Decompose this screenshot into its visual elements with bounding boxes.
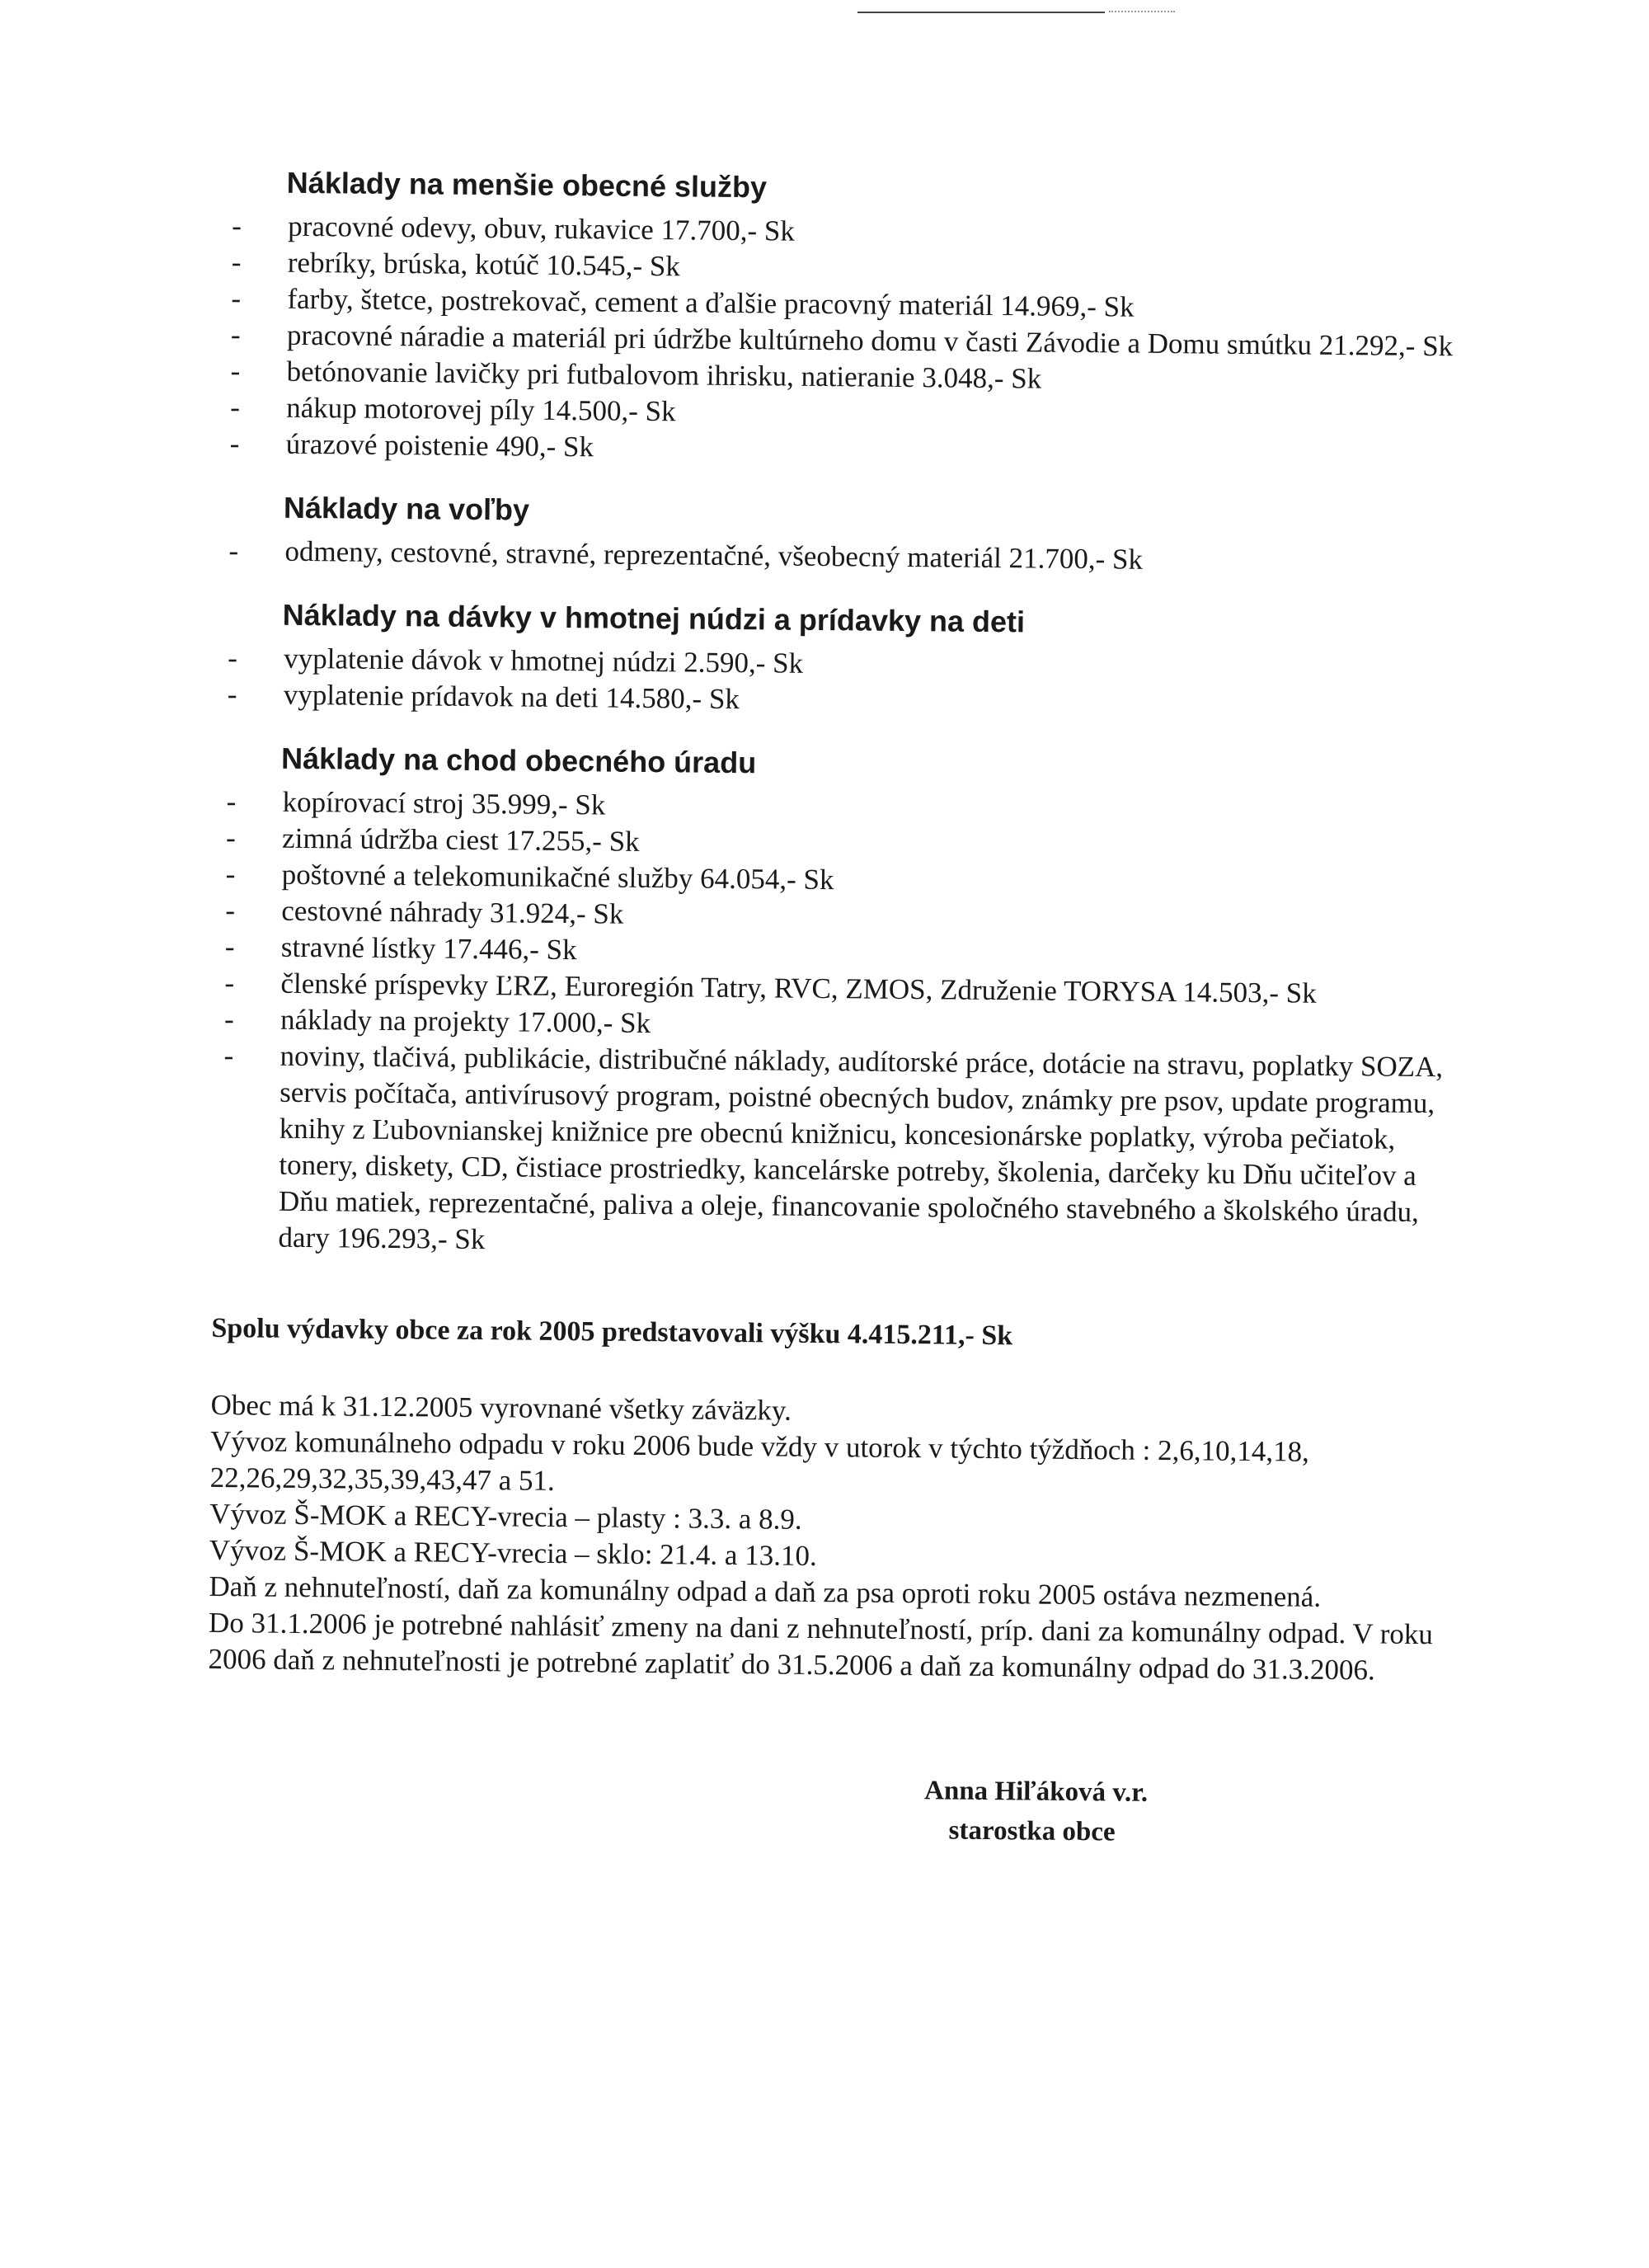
note-paragraph: Vývoz Š-MOK a RECY-vrecia – plasty : 3.3. a 8.9. [209, 1497, 802, 1536]
scan-top-rule-dotted [1109, 11, 1175, 12]
section-heading: Náklady na dávky v hmotnej núdzi a prídavky na deti [282, 597, 1026, 639]
list-item: - stravné lístky 17.446,- Sk [215, 929, 1452, 976]
list-item: - poštovné a telekomunikačné služby 64.054,- Sk [216, 856, 1453, 904]
note-paragraph: Obec má k 31.12.2005 vyrovnané všetky záväzky. [210, 1388, 792, 1427]
section-elections [218, 490, 1456, 581]
section-office-operations [212, 741, 1454, 1267]
note-paragraph: Vývoz komunálneho odpadu v roku 2006 bude vždy v utorok v týchto týždňoch : 2,6,10,14,18, 22,26,29,32,35,39,43,47 a 51. [209, 1424, 1309, 1497]
list-item: - noviny, tlačivá, publikácie, distribučné náklady, audítorské práce, dotácie na stravu, poplatky SOZA, servis počítača, antivírusový program, poistné obecných budov, známky pre psov, update programu, knihy z Ľubovnianskej knižnice pre obecnú knižnicu, koncesionárske poplatky, výroba pečiatok, tonery, diskety, CD, čistiace prostriedky, kancelárske potreby, školenia, darčeky ku Dňu učiteľov a Dňu matiek, reprezentačné, paliva a oleje, financovanie spoločného stavebného a školského úradu, dary 196.293,- Sk [212, 1038, 1450, 1267]
list-item: - pracovné náradie a materiál pri údržbe kultúrneho domu v časti Závodie a Domu smútku 21.292,- Sk [221, 317, 1458, 365]
list-item: - členské príspevky ĽRZ, Euroregión Tatry, RVC, ZMOS, Združenie TORYSA 14.503,- Sk [214, 965, 1451, 1013]
list-item: - zimná údržba ciest 17.255,- Sk [216, 820, 1453, 868]
note-paragraph: Daň z nehnuteľností, daň za komunálny odpad a daň za psa oproti roku 2005 ostáva nezmenená. [209, 1569, 1322, 1613]
item-list [220, 208, 1459, 473]
scan-top-rule [857, 12, 1105, 13]
list-item: - farby, štetce, postrekovač, cement a ďalšie pracovný materiál 14.969,- Sk [221, 280, 1458, 328]
list-item: - kopírovací stroj 35.999,- Sk [216, 783, 1453, 831]
list-item: - nákup motorovej píly 14.500,- Sk [220, 389, 1457, 437]
list-item: - rebríky, brúska, kotúč 10.545,- Sk [222, 244, 1459, 292]
list-item: - náklady na projekty 17.000,- Sk [214, 1001, 1451, 1049]
document-page [206, 165, 1459, 1855]
list-item: - betónovanie lavičky pri futbalovom ihrisku, natieranie 3.048,- Sk [220, 353, 1457, 401]
list-item: - odmeny, cestovné, stravné, reprezentačné, všeobecný materiál 21.700,- Sk [218, 533, 1455, 581]
signature-block [923, 1771, 1444, 1855]
item-list [212, 783, 1453, 1267]
section-benefits [218, 597, 1455, 724]
item-list [218, 533, 1455, 581]
list-item: - úrazové poistenie 490,- Sk [220, 426, 1457, 473]
section-heading: Náklady na menšie obecné služby [286, 165, 768, 205]
note-paragraph: Vývoz Š-MOK a RECY-vrecia – sklo: 21.4. a 13.10. [209, 1533, 817, 1572]
list-item: - pracovné odevy, obuv, rukavice 17.700,- Sk [222, 208, 1459, 256]
list-item: - cestovné náhrady 31.924,- Sk [215, 892, 1452, 940]
total-expenditure: Spolu výdavky obce za rok 2005 predstavovali výšku 4.415.211,- Sk [211, 1312, 1013, 1352]
section-smaller-services [220, 165, 1459, 473]
list-item: - vyplatenie prídavok na deti 14.580,- Sk [218, 676, 1454, 724]
section-heading: Náklady na chod obecného úradu [280, 741, 757, 780]
section-heading: Náklady na voľby [283, 490, 530, 527]
signatory-role: starostka obce [948, 1815, 1116, 1847]
notes-block [208, 1387, 1447, 1689]
list-item: - vyplatenie dávok v hmotnej núdzi 2.590,- Sk [218, 640, 1454, 688]
signatory-name: Anna Hiľáková v.r. [923, 1776, 1149, 1808]
note-paragraph: Do 31.1.2006 je potrebné nahlásiť zmeny na dani z nehnuteľností, príp. dani za komunálny odpad. V roku 2006 daň z nehnuteľnosti je potrebné zaplatiť do 31.5.2006 a daň za komunálny odpad do 31.3.2006. [208, 1606, 1434, 1687]
item-list [218, 640, 1455, 724]
